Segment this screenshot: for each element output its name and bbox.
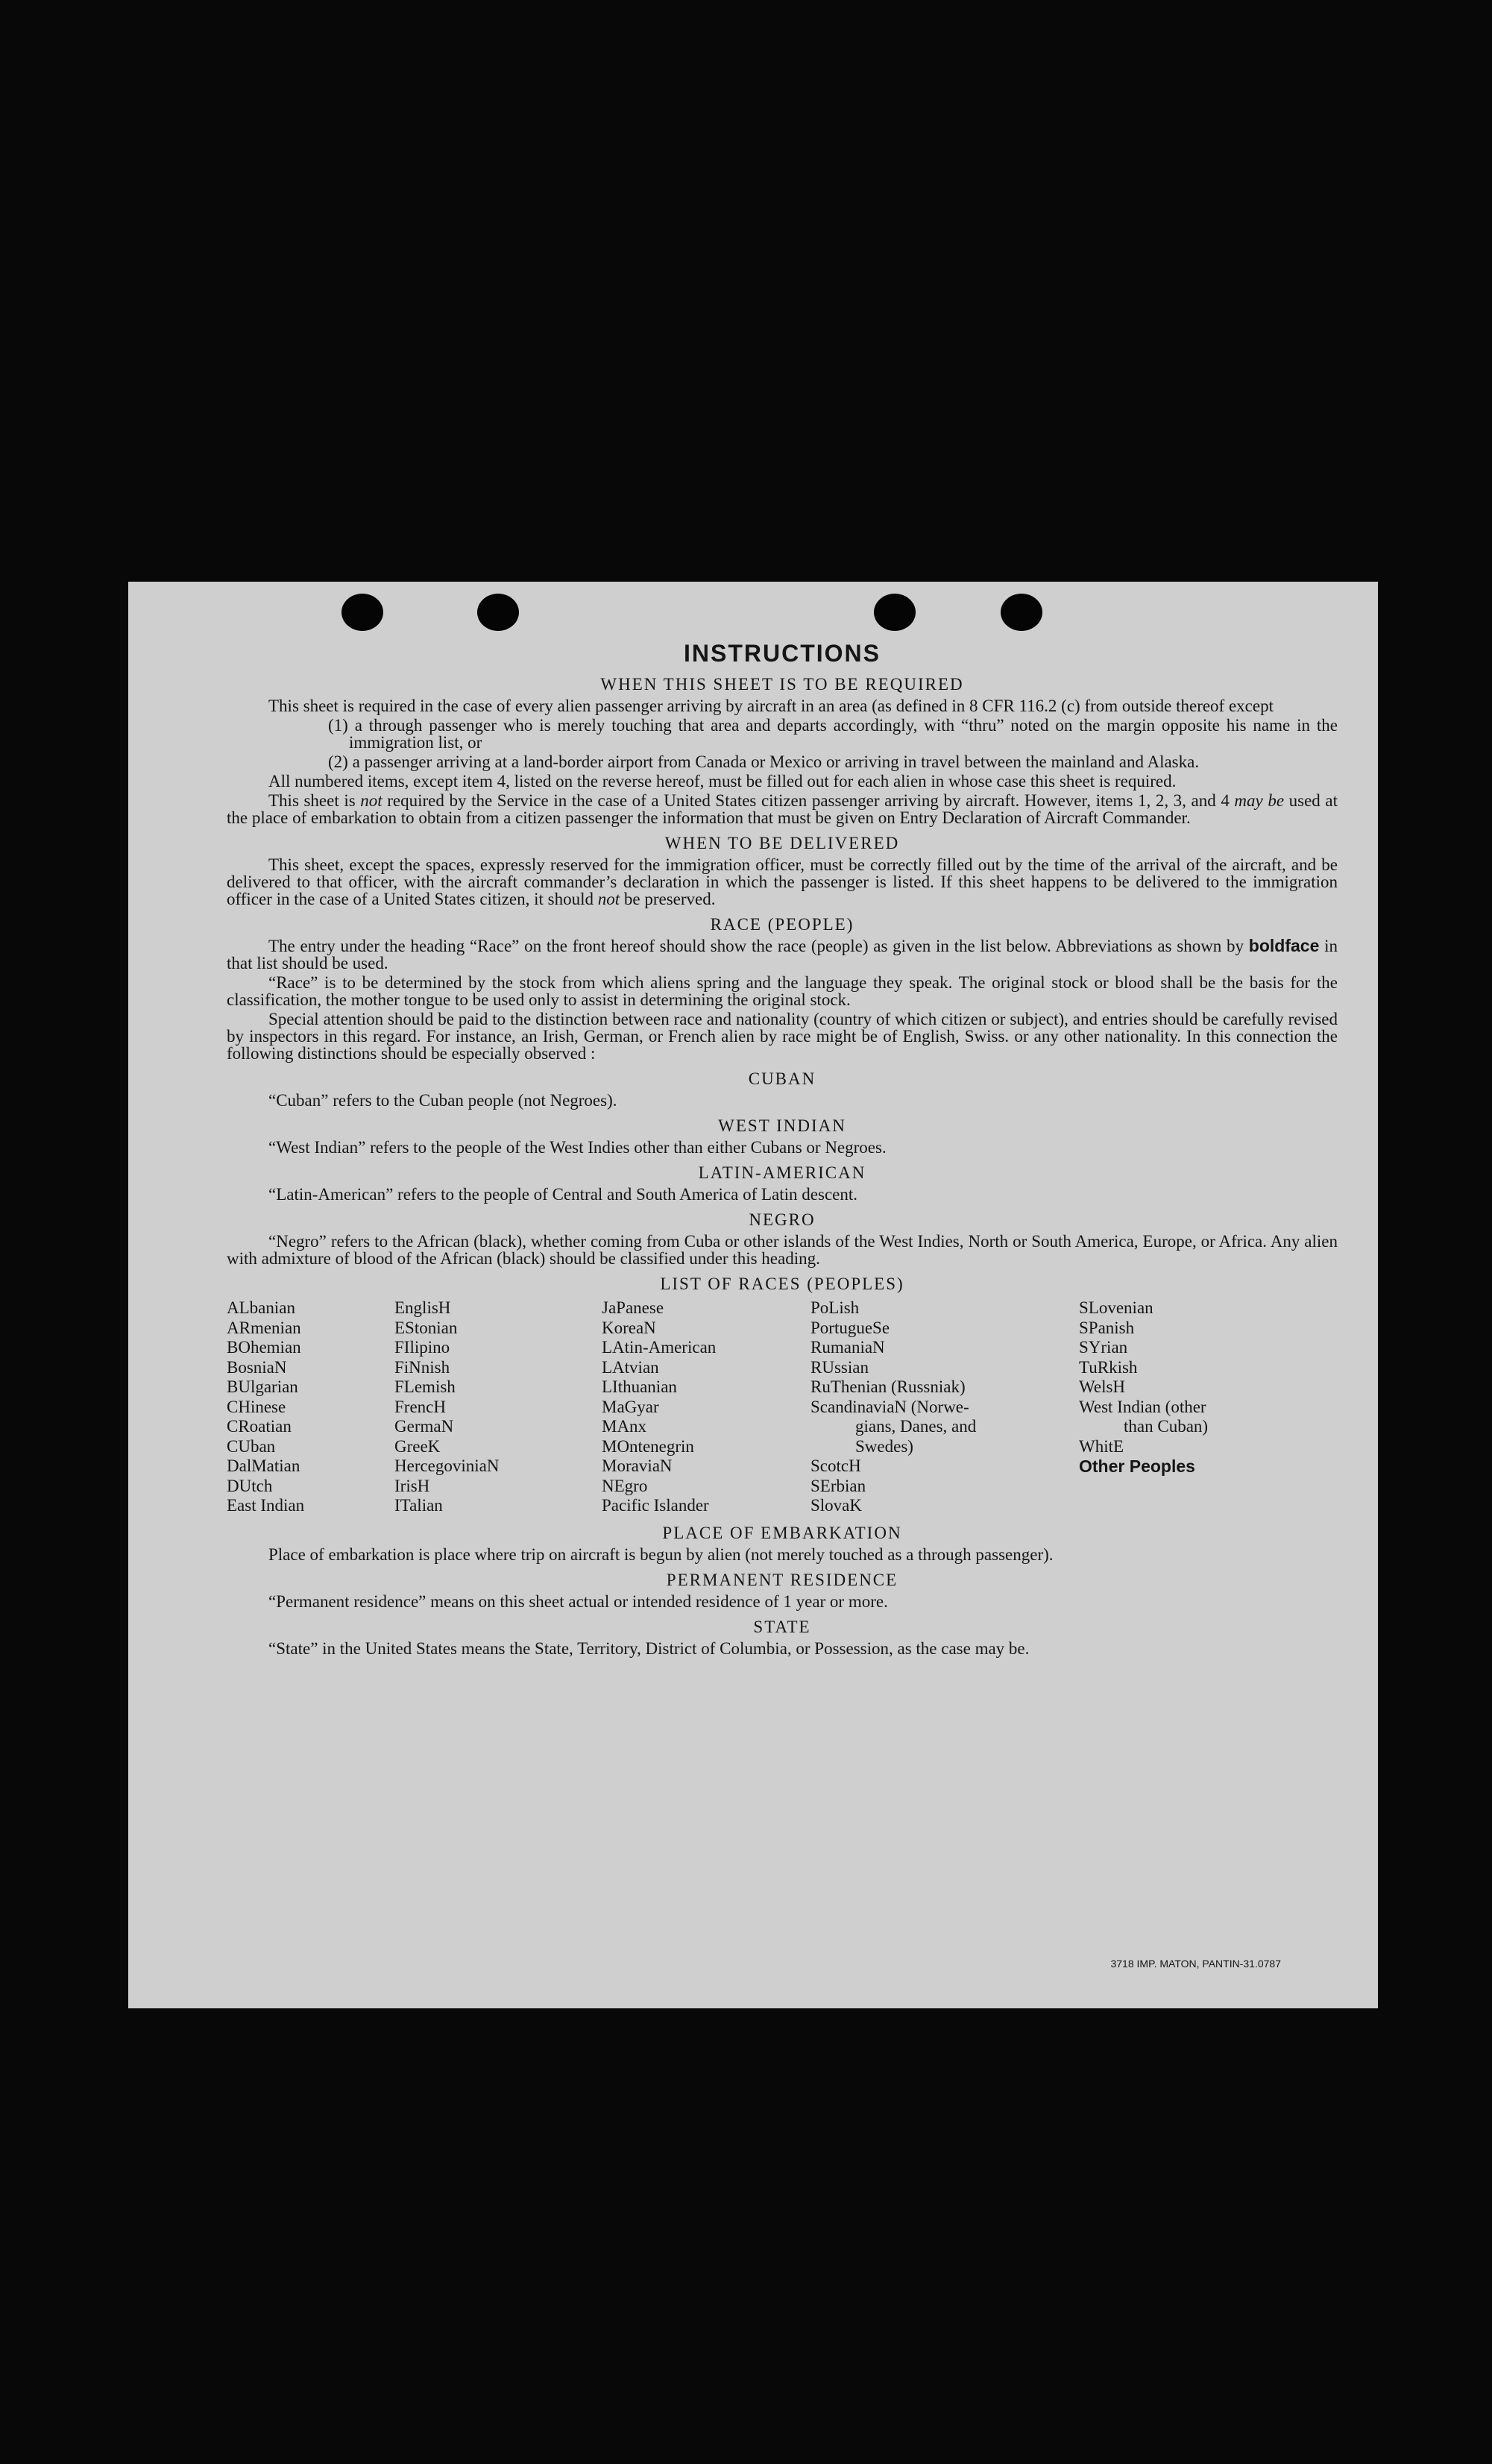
paragraph <box>227 937 1338 972</box>
text-italic: not <box>360 791 383 810</box>
race-entry: WelsH <box>1079 1377 1126 1396</box>
heading-race: RACE (PEOPLE) <box>710 915 854 934</box>
race-entry: Other Peoples <box>1079 1456 1195 1476</box>
paragraph: “Permanent residence” means on this sheet actual or intended residence of 1 year or more. <box>268 1591 888 1611</box>
list-item: (1) a through passenger who is merely touching that area and departs accordingly, with “thru” noted on the margin opposite his name in the immigration list, or <box>328 716 1338 752</box>
heading-west-indian: WEST INDIAN <box>718 1116 846 1135</box>
race-entry: SPanish <box>1079 1318 1135 1337</box>
text: used at the place of embarkation to obtain from a citizen passenger the information that must be given on Entry Declaration of Aircraft Commander. <box>227 791 1338 827</box>
paragraph: “Latin-American” refers to the people of Central and South America of Latin descent. <box>268 1185 857 1204</box>
list-item: (2) a passenger arriving at a land-border airport from Canada or Mexico or arriving in travel between the mainland and Alaska. <box>328 752 1200 771</box>
race-entry: ARmenian <box>227 1318 301 1337</box>
race-entry: DUtch <box>227 1476 273 1495</box>
text-bold: boldface <box>1248 936 1320 955</box>
race-entry: gians, Danes, and <box>855 1417 977 1436</box>
race-entry: CUban <box>227 1436 276 1456</box>
heading-races-list: LIST OF RACES (PEOPLES) <box>660 1275 904 1293</box>
punch-hole <box>341 594 383 631</box>
paragraph: “Negro” refers to the African (black), whether coming from Cuba or other islands of the West Indies, North or South America, Europe, or Africa. Any alien with admixture of blood of the African (black) should be classified under this heading. <box>227 1232 1338 1268</box>
race-entry: LIthuanian <box>602 1377 677 1396</box>
race-entry: PoLish <box>810 1298 860 1317</box>
race-entry: FLemish <box>394 1377 456 1396</box>
race-entry: DalMatian <box>227 1456 300 1475</box>
text: required by the Service in the case of a United States citizen passenger arriving by aircraft. However, items 1, 2, 3, and 4 <box>382 791 1235 810</box>
race-entry: GermaN <box>394 1417 454 1436</box>
race-entry: GreeK <box>394 1436 441 1456</box>
punch-hole <box>477 594 519 631</box>
race-entry: RumaniaN <box>810 1338 885 1357</box>
race-entry: MaGyar <box>602 1397 659 1416</box>
heading-latin-american: LATIN-AMERICAN <box>698 1163 866 1182</box>
race-entry: ScandinaviaN (Norwe- <box>810 1397 969 1416</box>
race-entry: West Indian (other <box>1079 1397 1206 1416</box>
race-entry: EStonian <box>394 1318 458 1337</box>
race-entry: SLovenian <box>1079 1298 1153 1317</box>
race-entry: MOntenegrin <box>602 1436 694 1456</box>
race-entry: LAtin-American <box>602 1338 717 1357</box>
heading-delivered: WHEN TO BE DELIVERED <box>664 834 900 852</box>
race-entry: Pacific Islander <box>602 1496 709 1515</box>
race-entry: SErbian <box>810 1476 866 1495</box>
race-entry: SYrian <box>1079 1338 1128 1357</box>
races-column <box>602 1298 810 1516</box>
race-entry: BOhemian <box>227 1338 301 1357</box>
race-entry: than Cuban) <box>1124 1417 1209 1436</box>
heading-permanent-residence: PERMANENT RESIDENCE <box>666 1570 898 1589</box>
race-entry: Swedes) <box>855 1436 913 1456</box>
race-entry: MoraviaN <box>602 1456 673 1475</box>
race-entry: HercegoviniaN <box>394 1456 500 1475</box>
races-list <box>227 1298 1338 1516</box>
punch-hole <box>1001 594 1042 631</box>
punch-hole <box>874 594 916 631</box>
races-column <box>394 1298 602 1516</box>
race-entry: TuRkish <box>1079 1357 1138 1377</box>
heading-required: WHEN THIS SHEET IS TO BE REQUIRED <box>600 675 964 694</box>
race-entry: KoreaN <box>602 1318 656 1337</box>
races-column <box>1079 1298 1273 1516</box>
race-entry: ScotcH <box>810 1456 861 1475</box>
paragraph <box>227 856 1338 908</box>
paragraph: “State” in the United States means the State, Territory, District of Columbia, or Possession, as the case may be. <box>268 1638 1030 1658</box>
race-entry: NEgro <box>602 1476 648 1495</box>
race-entry: RUssian <box>810 1357 869 1377</box>
text: in that list should be used. <box>227 937 1338 972</box>
paragraph: Special attention should be paid to the distinction between race and nationality (country of which citizen or subject), and entries should be carefully revised by inspectors in this regard. For instance, an Irish, German, or French alien by race might be of English, Swiss. or any other nationality. In this connection the following distinctions should be especially observed : <box>227 1010 1338 1063</box>
page-title: INSTRUCTIONS <box>684 640 881 667</box>
paragraph: All numbered items, except item 4, listed on the reverse hereof, must be filled out for each alien in whose case this sheet is required. <box>268 772 1177 791</box>
text-italic: not <box>597 890 620 908</box>
race-entry: SlovaK <box>810 1496 862 1515</box>
race-entry: LAtvian <box>602 1357 659 1377</box>
paragraph: Place of embarkation is place where trip on aircraft is begun by alien (not merely touched as a through passenger). <box>268 1544 1054 1564</box>
race-entry: CRoatian <box>227 1417 292 1436</box>
printer-mark: 3718 IMP. MATON, PANTIN-31.0787 <box>1110 1958 1281 1970</box>
race-entry: BosniaN <box>227 1357 287 1377</box>
race-entry: JaPanese <box>602 1298 664 1317</box>
heading-cuban: CUBAN <box>748 1069 816 1088</box>
heading-negro: NEGRO <box>749 1210 816 1229</box>
race-entry: PortugueSe <box>810 1318 890 1337</box>
paragraph: “West Indian” refers to the people of the West Indies other than either Cubans or Negroes. <box>268 1138 887 1157</box>
race-entry: RuThenian (Russniak) <box>810 1377 966 1396</box>
race-entry: ITalian <box>394 1496 443 1515</box>
paragraph: This sheet is required in the case of every alien passenger arriving by aircraft in an area (as defined in 8 CFR 116.2 (c) from outside thereof except <box>268 697 1274 715</box>
race-entry: FiNnish <box>394 1357 450 1377</box>
text: be preserved. <box>620 890 716 908</box>
heading-state: STATE <box>753 1617 811 1636</box>
text: This sheet is <box>268 791 361 810</box>
races-column <box>227 1298 394 1516</box>
text: The entry under the heading “Race” on the front hereof should show the race (people) as given in the list below. Abbreviations as shown by <box>268 937 1249 955</box>
heading-embarkation: PLACE OF EMBARKATION <box>662 1523 902 1542</box>
race-entry: East Indian <box>227 1496 305 1515</box>
text-italic: may be <box>1234 791 1285 810</box>
race-entry: IrisH <box>394 1476 430 1495</box>
race-entry: FrencH <box>394 1397 446 1416</box>
races-column <box>810 1298 1079 1516</box>
paragraph <box>227 792 1338 826</box>
race-entry: FIlipino <box>394 1338 450 1357</box>
race-entry: EnglisH <box>394 1298 451 1317</box>
race-entry: ALbanian <box>227 1298 295 1317</box>
instruction-sheet <box>128 582 1378 2008</box>
paragraph: “Race” is to be determined by the stock from which aliens spring and the language they speak. The original stock or blood shall be the basis for the classification, the mother tongue to be used only to assist in determining the original stock. <box>227 973 1338 1009</box>
paragraph: “Cuban” refers to the Cuban people (not Negroes). <box>268 1091 617 1110</box>
race-entry: BUlgarian <box>227 1377 298 1396</box>
text: This sheet, except the spaces, expressly reserved for the immigration officer, must be correctly filled out by the time of the arrival of the aircraft, and be delivered to that officer, with the aircraft commander’s declaration in which the passenger is listed. If this sheet happens to be delivered to the immigration officer in the case of a United States citizen, it should <box>227 855 1338 908</box>
race-entry: WhitE <box>1079 1436 1124 1456</box>
race-entry: CHinese <box>227 1397 286 1416</box>
race-entry: MAnx <box>602 1417 647 1436</box>
